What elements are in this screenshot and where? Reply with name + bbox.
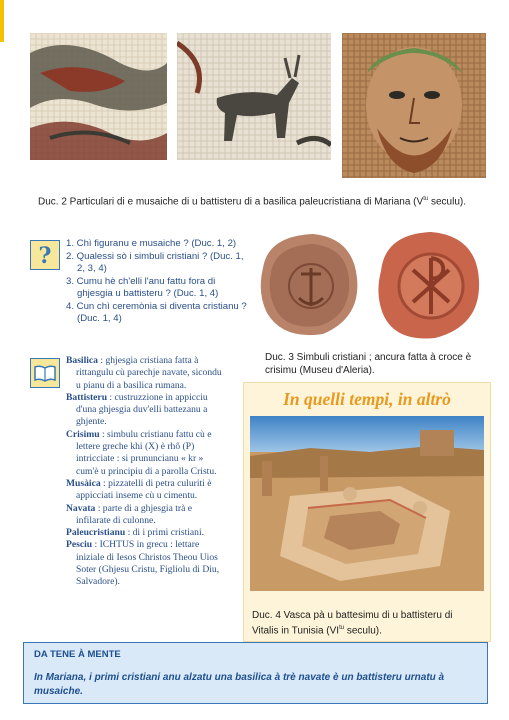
glossary-entry <box>66 527 241 539</box>
glossary-line <box>66 539 241 551</box>
glossary-list <box>66 355 241 589</box>
glossary-line <box>66 355 241 367</box>
da-tene-a-mente-title: DA TENE À MENTE <box>34 649 121 660</box>
glossary-line <box>66 392 241 404</box>
glossary-term: Navata <box>66 502 96 514</box>
question-2-cont: 2, 3, 4) <box>77 263 107 274</box>
doc2-caption: Duc. 2 Particulari di e musaiche di u battisteru di a basilica paleucristiana di Mariana ($V^{tu}$ seculu). <box>38 196 466 208</box>
glossary-term: Musàica <box>66 477 101 489</box>
glossary-definition-line: iniziale di Iesos Christos Theou Uios <box>76 551 218 563</box>
baptistery-vitalis-photo <box>250 416 484 591</box>
glossary-definition-line: Soter (Ghjesu Cristu, Figliolu di Diu, <box>76 564 220 576</box>
glossary-entry <box>66 478 241 503</box>
glossary-term: Basilica <box>66 355 98 366</box>
glossary-definition-line: d'una ghjesgia duv'elli battezanu a <box>76 404 208 416</box>
glossary-definition: : ghjesgia cristiana fatta à <box>97 355 199 366</box>
page-edge-tab <box>0 0 4 42</box>
in-quelli-tempi-box <box>243 382 491 642</box>
question-2: 2. Qualessi sò i simbuli cristiani ? (Duc. 1, <box>66 250 244 262</box>
glossary-definition-line: u pianu di a basilica rumana. <box>76 379 187 391</box>
clay-lamp-anchor-photo <box>253 228 363 340</box>
glossary-definition: : custruzzione in appicciu <box>107 391 208 403</box>
glossary-definition-line: ghjente. <box>76 416 107 428</box>
question-4: 4. Cun chì ceremònia si diventa cristianu ? <box>66 300 247 312</box>
question-mark-icon <box>30 240 60 270</box>
glossary-line <box>66 527 241 539</box>
glossary-definition-line: infilarate di culonne. <box>76 514 156 526</box>
in-quelli-tempi-title: In quelli tempi, in altrò <box>283 389 451 409</box>
glossary-definition: : ICHTUS in grecu : lettare <box>92 539 200 551</box>
glossary-definition: : pizzatelli di petra culuriti è <box>100 477 212 489</box>
clay-lamp-chrismon-photo <box>373 226 485 344</box>
glossary-entry <box>66 503 241 528</box>
glossary-entry <box>66 355 241 392</box>
glossary-term: Battisteru <box>66 391 108 403</box>
glossary-term: Paleucristianu <box>66 527 126 539</box>
mosaic-photo-fish <box>30 33 167 160</box>
doc4-caption: Duc. 4 Vasca pà u battesimu di u battisteru di Vitalis in Tunisia ($VI^{tu}$ seculu). <box>252 610 453 637</box>
glossary-definition: : simbulu cristianu fattu cù e <box>99 428 212 440</box>
glossary-entry <box>66 392 241 429</box>
doc3-caption: Duc. 3 Simbuli cristiani ; ancura fatta à croce è crisimu (Museu d'Aleria). <box>265 352 472 376</box>
glossary-entry <box>66 429 241 478</box>
mosaic-photo-deer <box>177 33 331 160</box>
question-4-cont: (Duc. 1, 4) <box>77 313 122 324</box>
glossary-term: Pesciu <box>66 539 93 551</box>
glossary-line <box>66 478 241 490</box>
question-3-cont: ghjesgia u battisteru ? (Duc. 1, 4) <box>77 288 219 299</box>
glossary-definition-line: cum'è u principiu di a parolla Cristu. <box>76 465 217 477</box>
glossary-line <box>66 503 241 515</box>
da-tene-a-mente-box <box>23 642 488 704</box>
glossary-entry <box>66 539 241 588</box>
question-1: 1. Chì figuranu e musaiche ? (Duc. 1, 2) <box>66 238 237 249</box>
glossary-definition-line: intricciate : si prununcianu « kr » <box>76 453 204 465</box>
mosaic-photo-face <box>342 33 486 178</box>
glossary-definition: : di i primi cristiani. <box>125 527 205 539</box>
questions-list <box>66 238 247 326</box>
glossary-definition: : parte di a ghjesgia trà e <box>95 502 193 514</box>
da-tene-a-mente-text: In Mariana, i primi cristiani anu alzatu una basilica à trè navate è un battisteru urnatu à musaiche. <box>34 672 445 697</box>
glossary-definition-line: Salvadore). <box>76 576 120 588</box>
glossary-term: Crisimu <box>66 428 100 440</box>
svg-text:?: ? <box>38 243 52 269</box>
question-3: 3. Cumu hè ch'elli l'anu fattu fora di <box>66 275 216 287</box>
glossary-line <box>66 429 241 441</box>
glossary-definition-line: rittangulu cù parechje navate, sicondu <box>76 367 222 379</box>
glossary-definition-line: lettere greche khi (X) è rhô (P) <box>76 441 195 453</box>
glossary-definition-line: appicciati inseme cù u cimentu. <box>76 490 198 502</box>
book-icon <box>30 358 60 388</box>
